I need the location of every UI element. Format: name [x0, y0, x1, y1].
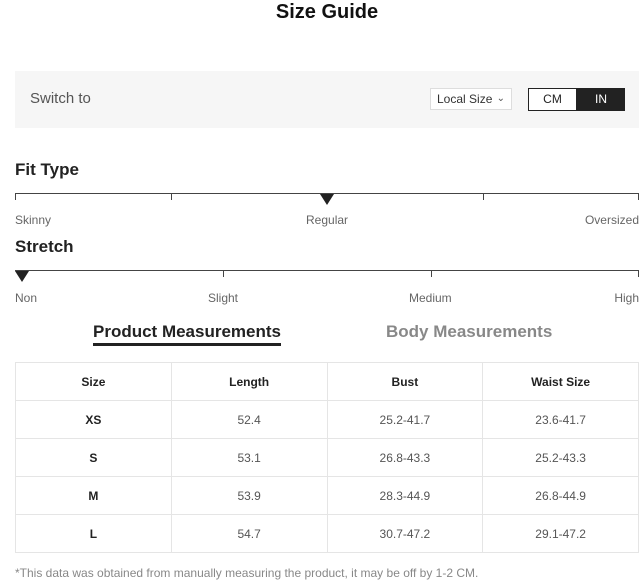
fit-type-tick	[483, 193, 484, 200]
fit-label-oversized: Oversized	[584, 213, 639, 227]
stretch-tick	[431, 270, 432, 277]
stretch-scale	[15, 270, 639, 271]
table-header-row	[16, 363, 639, 401]
table-row	[16, 401, 639, 439]
fit-label-skinny: Skinny	[15, 213, 52, 227]
cell-bust: 28.3-44.9	[327, 477, 483, 515]
fit-label-regular: Regular	[306, 213, 349, 227]
table-row	[16, 477, 639, 515]
tab-product-measurements[interactable]: Product Measurements	[93, 322, 281, 346]
col-header-length: Length	[171, 363, 327, 401]
table-row	[16, 439, 639, 477]
cell-length: 53.9	[171, 477, 327, 515]
stretch-tick	[223, 270, 224, 277]
col-header-waist: Waist Size	[483, 363, 639, 401]
cell-bust: 25.2-41.7	[327, 401, 483, 439]
fit-type-title: Fit Type	[15, 160, 79, 179]
cell-waist: 23.6-41.7	[483, 401, 639, 439]
cell-waist: 26.8-44.9	[483, 477, 639, 515]
local-size-select[interactable]	[430, 88, 512, 110]
cell-bust: 30.7-47.2	[327, 515, 483, 553]
stretch-title: Stretch	[15, 237, 74, 256]
cm-unit-button[interactable]: CM	[528, 88, 577, 111]
size-table	[15, 362, 639, 553]
stretch-label-high: High	[614, 291, 639, 305]
cell-length: 52.4	[171, 401, 327, 439]
cell-size: S	[16, 439, 172, 477]
cell-waist: 29.1-47.2	[483, 515, 639, 553]
col-header-size: Size	[16, 363, 172, 401]
col-header-bust: Bust	[327, 363, 483, 401]
table-row	[16, 515, 639, 553]
triangle-down-icon	[15, 271, 29, 282]
cell-length: 54.7	[171, 515, 327, 553]
stretch-tick	[638, 270, 639, 277]
chevron-down-icon: ⌄	[496, 93, 505, 104]
in-unit-button[interactable]: IN	[577, 88, 625, 111]
measurement-footnote: *This data was obtained from manually measuring the product, it may be off by 1-2 CM.	[15, 566, 479, 580]
cell-length: 53.1	[171, 439, 327, 477]
unit-switch-bar	[15, 71, 639, 128]
cell-size: XS	[16, 401, 172, 439]
cell-size: M	[16, 477, 172, 515]
cell-waist: 25.2-43.3	[483, 439, 639, 477]
stretch-label-medium: Medium	[409, 291, 452, 305]
page-title: Size Guide	[275, 1, 379, 23]
cell-bust: 26.8-43.3	[327, 439, 483, 477]
tab-body-measurements[interactable]: Body Measurements	[386, 322, 553, 341]
local-size-value: Local Size	[437, 92, 493, 106]
cell-size: L	[16, 515, 172, 553]
stretch-label-slight: Slight	[208, 291, 239, 305]
fit-type-tick	[15, 193, 16, 200]
fit-type-tick	[638, 193, 639, 200]
fit-type-tick	[171, 193, 172, 200]
switch-label: Switch to	[30, 90, 91, 107]
triangle-down-icon	[320, 194, 334, 205]
stretch-label-non: Non	[15, 291, 38, 305]
